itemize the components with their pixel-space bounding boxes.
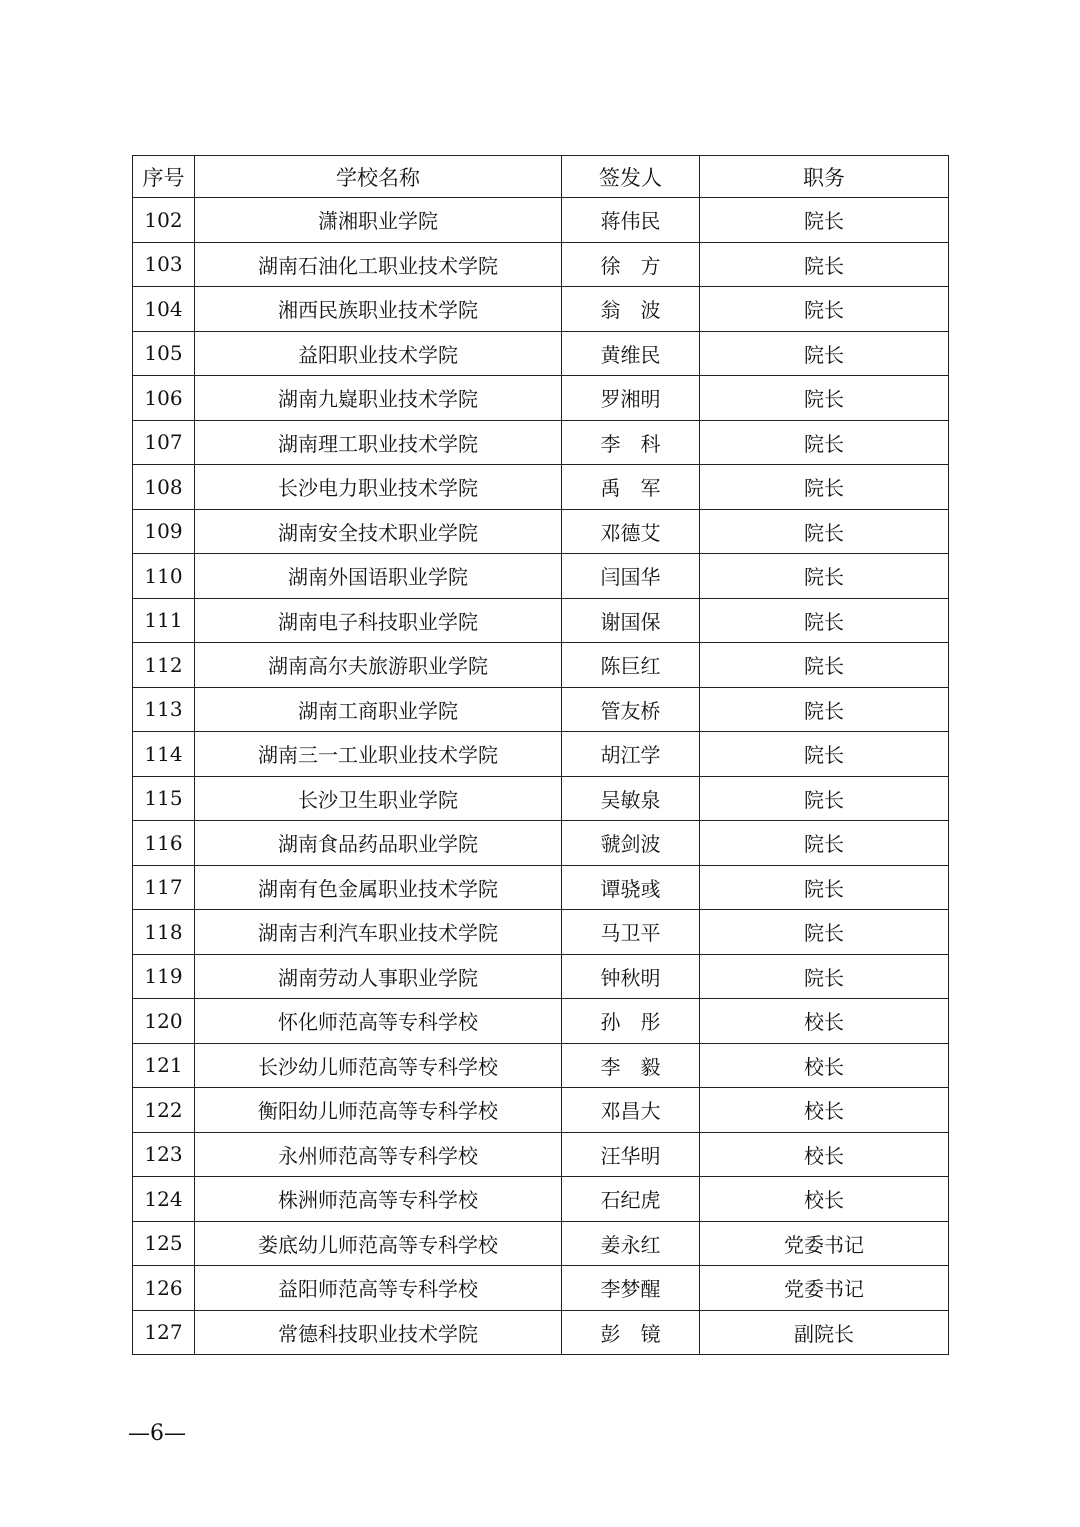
table-row <box>133 420 949 465</box>
school-name: 湖南工商职业学院 <box>195 687 562 732</box>
row-index: 125 <box>133 1221 195 1266</box>
table-row <box>133 1310 949 1355</box>
table-row <box>133 1043 949 1088</box>
header-school-name: 学校名称 <box>195 156 562 198</box>
school-name: 衡阳幼儿师范高等专科学校 <box>195 1088 562 1133</box>
school-name: 长沙电力职业技术学院 <box>195 465 562 510</box>
school-name: 长沙幼儿师范高等专科学校 <box>195 1043 562 1088</box>
table-row <box>133 465 949 510</box>
row-index: 107 <box>133 420 195 465</box>
header-index: 序号 <box>133 156 195 198</box>
row-index: 112 <box>133 643 195 688</box>
table-row <box>133 732 949 777</box>
table-row <box>133 910 949 955</box>
position: 院长 <box>700 598 949 643</box>
position: 院长 <box>700 687 949 732</box>
row-index: 116 <box>133 821 195 866</box>
table-row <box>133 643 949 688</box>
row-index: 106 <box>133 376 195 421</box>
signatory: 胡江学 <box>562 732 700 777</box>
position: 院长 <box>700 198 949 243</box>
row-index: 127 <box>133 1310 195 1355</box>
row-index: 123 <box>133 1132 195 1177</box>
school-name: 湖南劳动人事职业学院 <box>195 954 562 999</box>
table-row <box>133 198 949 243</box>
table-row <box>133 1132 949 1177</box>
row-index: 109 <box>133 509 195 554</box>
signatory: 闫国华 <box>562 554 700 599</box>
signatory: 谭骁彧 <box>562 865 700 910</box>
signatory-table <box>132 155 949 1355</box>
school-name: 湖南石油化工职业技术学院 <box>195 242 562 287</box>
signatory: 邓昌大 <box>562 1088 700 1133</box>
row-index: 108 <box>133 465 195 510</box>
table-row <box>133 376 949 421</box>
table-row <box>133 509 949 554</box>
table-row <box>133 554 949 599</box>
position: 院长 <box>700 643 949 688</box>
position: 院长 <box>700 865 949 910</box>
signatory: 马卫平 <box>562 910 700 955</box>
table-row <box>133 1221 949 1266</box>
signatory: 邓德艾 <box>562 509 700 554</box>
school-name: 湖南电子科技职业学院 <box>195 598 562 643</box>
school-name: 湖南外国语职业学院 <box>195 554 562 599</box>
table-row <box>133 999 949 1044</box>
position: 院长 <box>700 376 949 421</box>
header-signatory: 签发人 <box>562 156 700 198</box>
table-row <box>133 287 949 332</box>
signatory: 徐 方 <box>562 242 700 287</box>
position: 校长 <box>700 1088 949 1133</box>
signatory: 罗湘明 <box>562 376 700 421</box>
school-name: 长沙卫生职业学院 <box>195 776 562 821</box>
school-name: 湘西民族职业技术学院 <box>195 287 562 332</box>
position: 院长 <box>700 910 949 955</box>
signatory: 翁 波 <box>562 287 700 332</box>
row-index: 122 <box>133 1088 195 1133</box>
table-row <box>133 242 949 287</box>
table-row <box>133 954 949 999</box>
table-row <box>133 865 949 910</box>
position: 院长 <box>700 420 949 465</box>
row-index: 126 <box>133 1266 195 1311</box>
table-row <box>133 776 949 821</box>
row-index: 103 <box>133 242 195 287</box>
school-name: 怀化师范高等专科学校 <box>195 999 562 1044</box>
signatory: 李 毅 <box>562 1043 700 1088</box>
school-name: 益阳师范高等专科学校 <box>195 1266 562 1311</box>
table-row <box>133 821 949 866</box>
page-number: —6— <box>128 1421 186 1446</box>
signatory: 李梦醒 <box>562 1266 700 1311</box>
signatory: 蒋伟民 <box>562 198 700 243</box>
table-row <box>133 1266 949 1311</box>
school-name: 湖南高尔夫旅游职业学院 <box>195 643 562 688</box>
school-name: 潇湘职业学院 <box>195 198 562 243</box>
table-row <box>133 1177 949 1222</box>
position: 院长 <box>700 331 949 376</box>
school-name: 湖南吉利汽车职业技术学院 <box>195 910 562 955</box>
signatory: 汪华明 <box>562 1132 700 1177</box>
signatory: 钟秋明 <box>562 954 700 999</box>
position: 院长 <box>700 776 949 821</box>
row-index: 113 <box>133 687 195 732</box>
school-name: 湖南三一工业职业技术学院 <box>195 732 562 777</box>
row-index: 104 <box>133 287 195 332</box>
row-index: 118 <box>133 910 195 955</box>
position: 院长 <box>700 821 949 866</box>
position: 党委书记 <box>700 1266 949 1311</box>
row-index: 110 <box>133 554 195 599</box>
signatory: 孙 彤 <box>562 999 700 1044</box>
school-name: 益阳职业技术学院 <box>195 331 562 376</box>
signatory: 吴敏泉 <box>562 776 700 821</box>
table-row <box>133 331 949 376</box>
signatory: 石纪虎 <box>562 1177 700 1222</box>
table-row <box>133 598 949 643</box>
school-name: 永州师范高等专科学校 <box>195 1132 562 1177</box>
row-index: 121 <box>133 1043 195 1088</box>
position: 院长 <box>700 954 949 999</box>
school-name: 湖南食品药品职业学院 <box>195 821 562 866</box>
row-index: 120 <box>133 999 195 1044</box>
row-index: 124 <box>133 1177 195 1222</box>
signatory: 彭 镜 <box>562 1310 700 1355</box>
school-name: 湖南安全技术职业学院 <box>195 509 562 554</box>
position: 院长 <box>700 465 949 510</box>
table-row <box>133 687 949 732</box>
signatory: 禹 军 <box>562 465 700 510</box>
row-index: 115 <box>133 776 195 821</box>
row-index: 102 <box>133 198 195 243</box>
signatory: 黄维民 <box>562 331 700 376</box>
row-index: 111 <box>133 598 195 643</box>
school-name: 娄底幼儿师范高等专科学校 <box>195 1221 562 1266</box>
row-index: 119 <box>133 954 195 999</box>
school-name: 株洲师范高等专科学校 <box>195 1177 562 1222</box>
position: 院长 <box>700 287 949 332</box>
position: 校长 <box>700 1043 949 1088</box>
signatory: 虢剑波 <box>562 821 700 866</box>
signatory: 姜永红 <box>562 1221 700 1266</box>
row-index: 114 <box>133 732 195 777</box>
position: 校长 <box>700 999 949 1044</box>
header-position: 职务 <box>700 156 949 198</box>
signatory: 谢国保 <box>562 598 700 643</box>
position: 院长 <box>700 242 949 287</box>
table-header-row <box>133 156 949 198</box>
position: 党委书记 <box>700 1221 949 1266</box>
school-name: 湖南九嶷职业技术学院 <box>195 376 562 421</box>
position: 校长 <box>700 1132 949 1177</box>
table-body <box>133 198 949 1355</box>
row-index: 117 <box>133 865 195 910</box>
position: 院长 <box>700 732 949 777</box>
position: 院长 <box>700 554 949 599</box>
school-name: 湖南有色金属职业技术学院 <box>195 865 562 910</box>
school-name: 常德科技职业技术学院 <box>195 1310 562 1355</box>
school-name: 湖南理工职业技术学院 <box>195 420 562 465</box>
signatory: 陈巨红 <box>562 643 700 688</box>
position: 副院长 <box>700 1310 949 1355</box>
position: 院长 <box>700 509 949 554</box>
table-row <box>133 1088 949 1133</box>
row-index: 105 <box>133 331 195 376</box>
signatory: 管友桥 <box>562 687 700 732</box>
signatory: 李 科 <box>562 420 700 465</box>
position: 校长 <box>700 1177 949 1222</box>
